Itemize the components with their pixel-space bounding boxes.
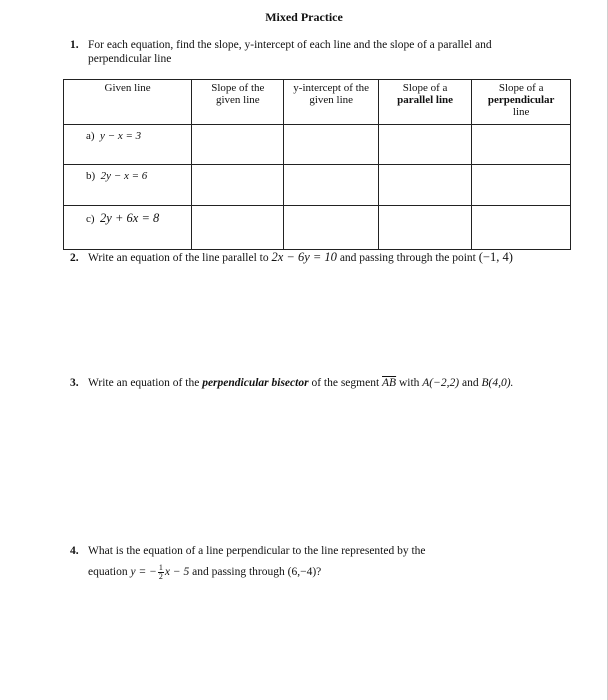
table-row	[64, 125, 571, 165]
question-text: Write an equation of the line parallel to	[88, 252, 269, 264]
question-number: 3.	[70, 377, 79, 389]
answer-table	[63, 79, 571, 250]
answer-cell[interactable]	[192, 165, 284, 206]
segment-label: $\overline{AB}$	[382, 377, 397, 389]
row-label: c) 2y + 6x = 8	[64, 206, 192, 250]
answer-cell[interactable]	[472, 125, 571, 165]
question-text: Write an equation of the	[88, 377, 200, 389]
answer-cell[interactable]	[378, 125, 471, 165]
header-given-line: Given line	[64, 80, 192, 125]
header-parallel-slope: Slope of a parallel line	[378, 80, 471, 125]
question-text: of the segment	[311, 377, 380, 389]
fraction: $\frac{1}{2}$	[158, 563, 163, 581]
answer-cell[interactable]	[284, 165, 378, 206]
question-text: and	[461, 377, 479, 389]
question-text: What is the equation of a line perpendicular to the line represented by the	[88, 545, 426, 557]
table-header-row	[64, 80, 571, 125]
point: (−1, 4)	[478, 250, 513, 264]
page-title: Mixed Practice	[265, 10, 343, 24]
answer-cell[interactable]	[472, 165, 571, 206]
row-label: b) 2y − x = 6	[64, 165, 192, 206]
question-text: and passing through the point	[339, 252, 476, 264]
point-b: B(4,0).	[481, 377, 514, 389]
question-number: 1.	[70, 39, 79, 51]
question-1	[70, 38, 540, 66]
header-y-intercept: y-intercept of the given line	[284, 80, 378, 125]
question-number: 4.	[70, 545, 79, 557]
equation: 2x − 6y = 10	[271, 250, 337, 264]
answer-cell[interactable]	[284, 206, 378, 250]
answer-cell[interactable]	[378, 165, 471, 206]
table-row	[64, 165, 571, 206]
answer-cell[interactable]	[472, 206, 571, 250]
table-row	[64, 206, 571, 250]
question-number: 2.	[70, 252, 79, 264]
question-text: with	[398, 377, 420, 389]
answer-cell[interactable]	[284, 125, 378, 165]
header-slope-given: Slope of the given line	[192, 80, 284, 125]
question-4	[70, 544, 500, 581]
point-a: A(−2,2)	[422, 377, 460, 389]
question-text-continued: perpendicular line	[88, 53, 172, 65]
equation-left: y = −	[130, 566, 157, 579]
answer-cell[interactable]	[378, 206, 471, 250]
emphasis-text: perpendicular bisector	[202, 377, 309, 389]
point: (6,−4)?	[287, 566, 322, 579]
equation-right: x − 5	[164, 566, 190, 579]
question-text: For each equation, find the slope, y-intercept of each line and the slope of a parallel and	[88, 39, 492, 51]
answer-cell[interactable]	[192, 125, 284, 165]
question-2	[70, 250, 513, 265]
row-label: a) y − x = 3	[64, 125, 192, 165]
question-text-continued: equation y = − $\frac{1}{2}$ x − 5 and passing through (6,−4)?	[88, 563, 322, 581]
header-perpendicular-slope: Slope of a perpendicular line	[472, 80, 571, 125]
answer-cell[interactable]	[192, 206, 284, 250]
question-3	[70, 376, 513, 390]
